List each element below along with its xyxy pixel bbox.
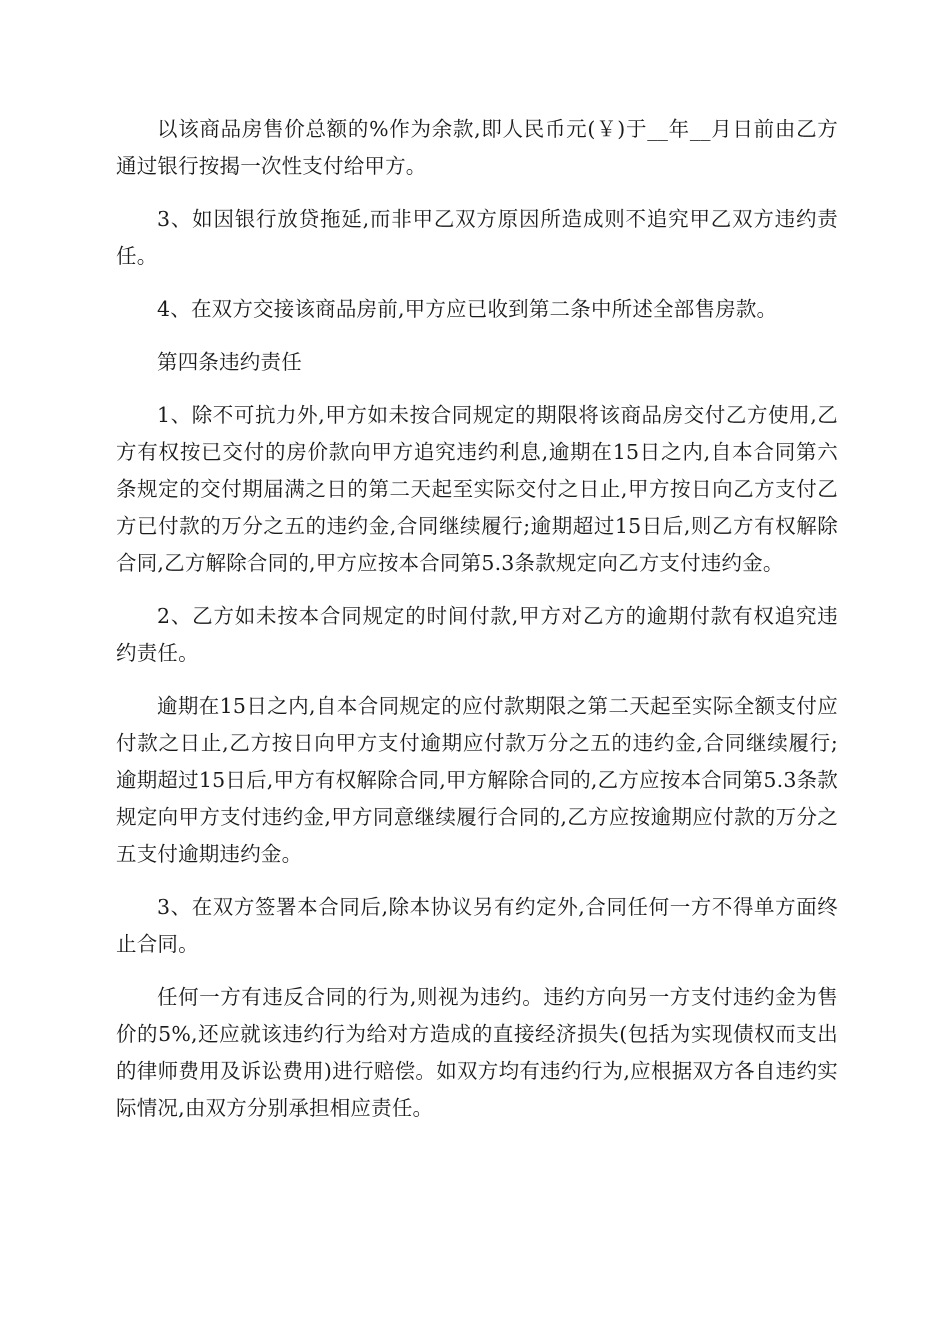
paragraph-breach-compensation: 任何一方有违反合同的行为,则视为违约。违约方向另一方支付违约金为售价的5%,还应就该违约行为给对方造成的直接经济损失(包括为实现债权而支出的律师费用及诉讼费用)进行赔偿。如双方均有违约行为,应根据双方各自违约实际情况,由双方分别承担相应责任。 xyxy=(116,985,838,1120)
paragraph-seller-breach: 1、除不可抗力外,甲方如未按合同规定的期限将该商品房交付乙方使用,乙方有权按已交付的房价款向甲方追究违约利息,逾期在15日之内,自本合同第六条规定的交付期届满之日的第二天起至实际交付之日止,甲方按日向乙方支付乙方已付款的万分之五的违约金,合同继续履行;逾期超过15日后,则乙方有权解除合同,乙方解除合同的,甲方应按本合同第5.3条款规定向乙方支付违约金。 xyxy=(116,403,838,575)
paragraph-balance-payment: 以该商品房售价总额的%作为余款,即人民币元(￥)于__年__月日前由乙方通过银行按揭一次性支付给甲方。 xyxy=(116,117,838,178)
section-heading-breach: 第四条违约责任 xyxy=(157,350,302,374)
paragraph-overdue-terms: 逾期在15日之内,自本合同规定的应付款期限之第二天起至实际全额支付应付款之日止,乙方按日向甲方支付逾期应付款万分之五的违约金,合同继续履行;逾期超过15日后,甲方有权解除合同,甲方解除合同的,乙方应按本合同第5.3条款规定向甲方支付违约金,甲方同意继续履行合同的,乙方应按逾期应付款的万分之五支付逾期违约金。 xyxy=(116,694,838,866)
document-page xyxy=(116,111,838,1143)
paragraph-no-termination: 3、在双方签署本合同后,除本协议另有约定外,合同任何一方不得单方面终止合同。 xyxy=(116,895,838,956)
paragraph-buyer-late-payment: 2、乙方如未按本合同规定的时间付款,甲方对乙方的逾期付款有权追究违约责任。 xyxy=(116,604,838,665)
paragraph-bank-delay: 3、如因银行放贷拖延,而非甲乙双方原因所造成则不追究甲乙双方违约责任。 xyxy=(116,207,838,268)
paragraph-handover-payment: 4、在双方交接该商品房前,甲方应已收到第二条中所述全部售房款。 xyxy=(157,297,778,321)
